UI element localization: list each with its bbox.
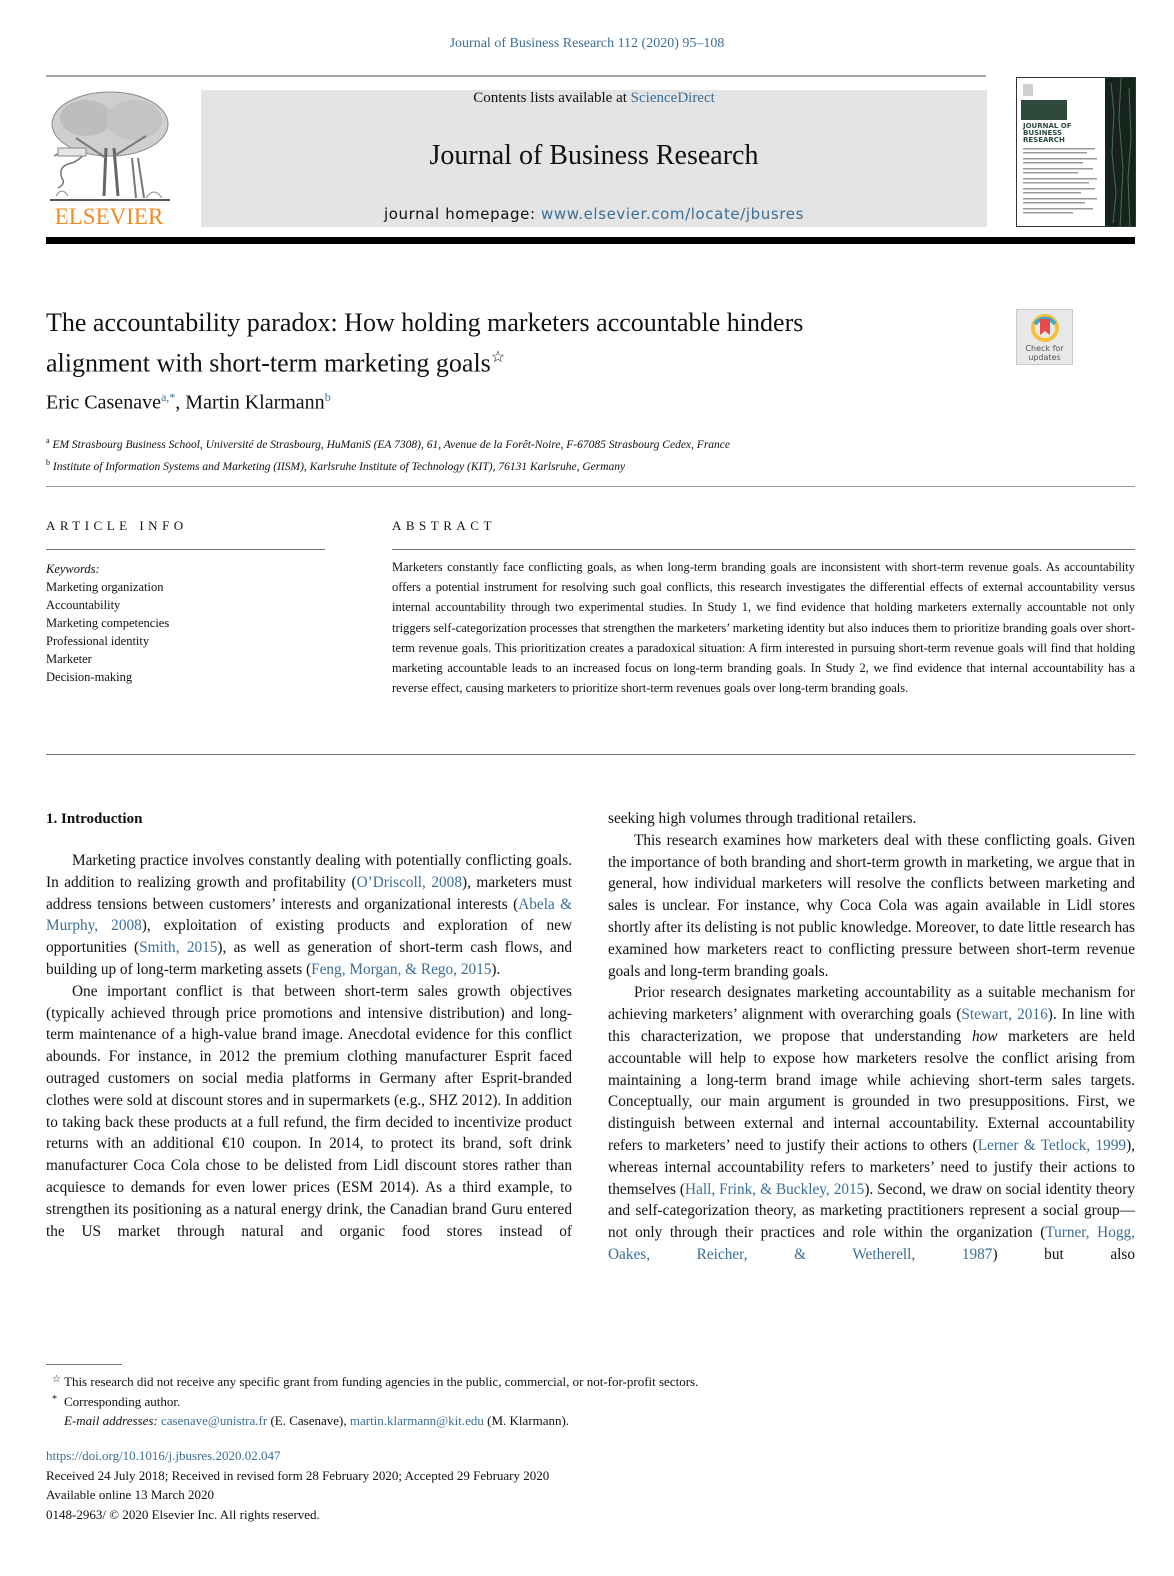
divider bbox=[46, 486, 1135, 487]
svg-text:RESEARCH: RESEARCH bbox=[1023, 136, 1065, 144]
title-footnote-mark[interactable]: ☆ bbox=[490, 349, 506, 366]
citation-link[interactable]: Lerner & Tetlock, 1999 bbox=[977, 1136, 1127, 1154]
history-dates: Received 24 July 2018; Received in revised form 28 February 2020; Accepted 29 February 2020 bbox=[46, 1467, 550, 1483]
svg-text:JOURNAL OF: JOURNAL OF bbox=[1023, 122, 1072, 130]
homepage-line bbox=[201, 205, 987, 223]
keyword-item: Accountability bbox=[46, 598, 121, 612]
divider bbox=[46, 754, 1135, 755]
keyword-item: Marketing competencies bbox=[46, 616, 170, 630]
body-column-right bbox=[608, 808, 1135, 1266]
citation-link[interactable]: Abela & Murphy, 2008 bbox=[46, 895, 572, 935]
journal-cover-thumbnail[interactable] bbox=[1016, 77, 1136, 227]
citation-link[interactable]: Hall, Frink, & Buckley, 2015 bbox=[685, 1180, 865, 1198]
paragraph: Marketing practice involves constantly dealing with potentially conflicting goals. In addition to realizing growth and profitability (O’Driscoll, 2008), marketers must address tensions between customers’ interests and organizational interests (Abela & Murphy, 2008), exploitation of existing products and exploration of new opportunities (Smith, 2015), as well as generation of short-term cash flows, and building up of long-term marketing assets (Feng, Morgan, & Rego, 2015). bbox=[46, 852, 573, 978]
doi-link[interactable]: https://doi.org/10.1016/j.jbusres.2020.02.047 bbox=[46, 1448, 281, 1463]
available-online-date: Available online 13 March 2020 bbox=[46, 1487, 214, 1502]
keyword-item: Marketing organization bbox=[46, 580, 164, 594]
homepage-link[interactable]: www.elsevier.com/locate/jbusres bbox=[541, 205, 804, 223]
elsevier-logo[interactable] bbox=[46, 88, 172, 228]
homepage-prefix: journal homepage: bbox=[384, 205, 541, 223]
citation-link[interactable]: Stewart, 2016 bbox=[961, 1006, 1048, 1024]
crossmark-icon bbox=[1030, 313, 1060, 343]
email-link[interactable]: martin.klarmann@kit.edu bbox=[349, 1413, 484, 1428]
citation-link[interactable]: Turner, Hogg, Oakes, Reicher, & Wetherell, 1987 bbox=[608, 1224, 1135, 1263]
keyword-item: Decision-making bbox=[46, 670, 133, 684]
author-affiliation-mark[interactable]: a,* bbox=[160, 390, 176, 404]
sciencedirect-link[interactable]: ScienceDirect bbox=[630, 90, 715, 106]
keyword-item: Marketer bbox=[46, 652, 92, 666]
author-affiliation-mark[interactable]: b bbox=[324, 390, 331, 404]
contents-line bbox=[201, 90, 987, 107]
citation-link[interactable]: Smith, 2015 bbox=[139, 939, 218, 957]
check-for-updates-button[interactable] bbox=[1016, 309, 1073, 365]
author-list bbox=[46, 390, 331, 415]
body-column-left bbox=[46, 808, 572, 1242]
keywords-label: Keywords: bbox=[46, 562, 100, 576]
check-for-updates-label: Check for updates bbox=[1025, 344, 1064, 362]
affiliation-item: $^b$ Institute of Information Systems and Marketing (IISM), Karlsruhe Institute of Technology (KIT), 76131 Karlsruhe, Germany bbox=[46, 457, 626, 473]
abstract-heading: ABSTRACT bbox=[392, 518, 496, 533]
divider bbox=[392, 549, 1135, 550]
publication-info bbox=[46, 1446, 549, 1524]
divider bbox=[46, 549, 325, 550]
paragraph: This research examines how marketers deal with these conflicting goals. Given the importance of both branding and short-term growth in marketing, we argue that in general, how individual marketers will resolve the conflicts between marketing and sales is unclear. For instance, why Coca Cola was again available in Lidl stores shortly after its delisting is not public knowledge. Moreover, to date little research has examined how marketers react to conflicting pressure between short-term revenue goals and long-term branding goals. bbox=[608, 831, 1135, 980]
elsevier-tree-icon bbox=[46, 88, 172, 228]
paragraph: Prior research designates marketing accountability as a suitable mechanism for achieving marketers’ alignment with overarching goals (Stewart, 2016). In line with this characterization, we propose that understanding how marketers are held accountable will help to expose how marketers resolve the conflict arising from maintaining a long-term brand image while achieving short-term sales targets. Conceptually, our main argument is grounded in two presuppositions. First, we distinguish between external and internal accountability. External accountability refers to marketers’ need to justify their actions to others (Lerner & Tetlock, 1999), whereas internal accountability refers to marketers’ need to justify their actions to themselves (Hall, Frink, & Buckley, 2015). Second, we draw on social identity theory and self-categorization theory, as marketing practitioners represent a social group—not only through their practices and role within the organization (Turner, Hogg, Oakes, Reicher, & Wetherell, 1987) but also bbox=[608, 984, 1136, 1263]
author-separator: , bbox=[175, 391, 186, 414]
paragraph: One important conflict is that between short-term sales growth objectives (typically achieved through price promotions and intensive distribution) and long-term maintenance of a high-value brand image. Anecdotal evidence for this conflict abounds. For instance, in 2012 the premium clothing manufacturer Esprit faced outraged customers on social media platforms in Germany after Esprit-branded clothes were sold at discount stores and in supermarkets (e.g., SHZ 2012). In addition to taking back these products at a full refund, the firm decided to incentivize product returns with an additional €10 coupon. In 2014, to protect its brand, soft drink manufacturer Coca Cola chose to be delisted from Lidl discount stores rather than acquiesce to demands for even lower prices (ESM 2014). As a third example, to strengthen its positioning as a natural energy drink, the Canadian brand Guru entered the US market through natural and organic food stores instead of bbox=[46, 982, 572, 1240]
footnotes bbox=[46, 1372, 1136, 1431]
article-title bbox=[46, 305, 986, 381]
email-link[interactable]: casenave@unistra.fr bbox=[161, 1413, 268, 1428]
header-top-rule bbox=[46, 75, 986, 77]
citation-link[interactable]: O’Driscoll, 2008 bbox=[356, 873, 462, 891]
citation-link[interactable]: Feng, Morgan, & Rego, 2015 bbox=[311, 960, 492, 978]
email-footnote: E-mail addresses: casenave@unistra.fr (E. Casenave), martin.klarmann@kit.edu (M. Klarmann). bbox=[64, 1413, 570, 1428]
keyword-item: Professional identity bbox=[46, 634, 150, 648]
keywords-list bbox=[46, 560, 169, 686]
author-name[interactable]: Eric Casenave bbox=[46, 391, 161, 414]
article-info-heading: ARTICLE INFO bbox=[46, 518, 188, 533]
corresponding-author-footnote: * Corresponding author. bbox=[52, 1393, 181, 1409]
journal-cover-icon bbox=[1017, 78, 1136, 227]
abstract-text: Marketers constantly face conflicting goals, as when long-term branding goals are inconsistent with short-term revenue goals. As accountability offers a potential instrument for resolving such goal conflicts, this research investigates the differential effects of external accountability versus internal accountability through two experimental studies. In Study 1, we find evidence that holding marketers externally accountable not only triggers self-categorization processes that strengthen the marketers’ marketing identity but also induces them to prioritize branding goals over short-term revenue goals. This prioritization creates a paradoxical situation: A firm interested in pursuing short-term revenue goals will find that holding marketing accountable leads to an increased focus on long-term branding goals. In Study 2, we find evidence that internal accountability has a reverse effect, causing marketers to prioritize short-term revenues goals over long-term branding goals. bbox=[392, 560, 1135, 696]
journal-name: Journal of Business Research bbox=[429, 140, 759, 171]
paragraph-continuation: seeking high volumes through traditional retailers. bbox=[608, 810, 917, 827]
contents-prefix: Contents lists available at bbox=[473, 90, 631, 106]
affiliations bbox=[46, 432, 1136, 476]
header-thick-rule bbox=[46, 237, 1135, 244]
footnote-rule bbox=[46, 1364, 122, 1365]
section-heading: 1. Introduction bbox=[46, 811, 143, 827]
svg-text:BUSINESS: BUSINESS bbox=[1023, 129, 1063, 137]
copyright-notice: 0148-2963/ © 2020 Elsevier Inc. All rights reserved. bbox=[46, 1506, 320, 1522]
funding-footnote: ☆ This research did not receive any specific grant from funding agencies in the public, commercial, or not-for-profit sectors. bbox=[52, 1374, 699, 1389]
title-line-2: alignment with short-term marketing goals bbox=[46, 348, 491, 378]
elsevier-wordmark: ELSEVIER bbox=[54, 204, 164, 228]
running-head[interactable]: Journal of Business Research 112 (2020) 95–108 bbox=[449, 36, 725, 51]
author-name[interactable]: Martin Klarmann bbox=[185, 391, 325, 414]
title-line-1: The accountability paradox: How holding marketers accountable hinders bbox=[46, 308, 804, 337]
affiliation-item: $^a$ EM Strasbourg Business School, Université de Strasbourg, HuManiS (EA 7308), 61, Avenue de la Forêt-Noire, F-67085 Strasbourg Cedex, France bbox=[46, 436, 730, 451]
